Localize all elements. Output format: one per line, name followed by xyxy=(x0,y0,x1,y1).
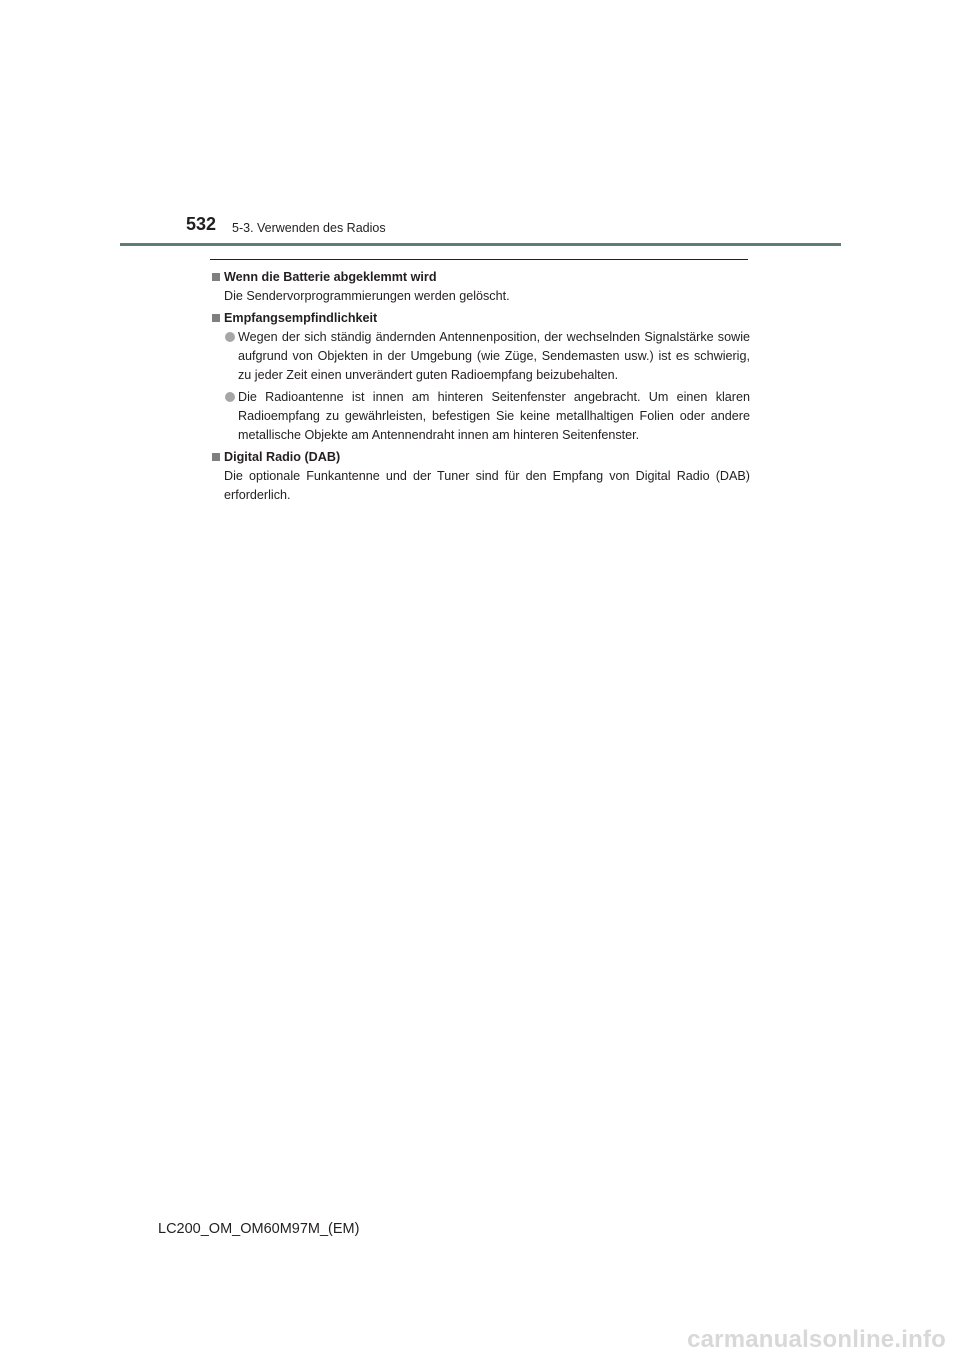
circle-bullet-icon xyxy=(225,392,235,402)
content-rule xyxy=(210,259,748,260)
header-rule xyxy=(120,243,841,246)
square-bullet-icon xyxy=(212,453,220,461)
heading-text: Digital Radio (DAB) xyxy=(224,450,341,464)
watermark: carmanualsonline.info xyxy=(687,1326,946,1353)
section-text: Die optionale Funkantenne und der Tuner sind für den Empfang von Digital Radio (DAB) erforderlich. xyxy=(224,469,750,502)
square-bullet-icon xyxy=(212,273,220,281)
bullet-text: Wegen der sich ständig ändernden Antennenposition, der wechselnden Signalstärke sowie aufgrund von Objekten in der Umgebung (wie Züge, Sendemasten usw.) ist es schwierig, zu jeder Zeit einen unverändert guten Radioempfang beizubehalten. xyxy=(238,330,750,382)
section-dab xyxy=(210,448,750,505)
bullet-text: Die Radioantenne ist innen am hinteren Seitenfenster angebracht. Um einen klaren Radioempfang zu gewährleisten, befestigen Sie keine metallhaltigen Folien oder andere metallische Objekte am Antennendraht innen am hinteren Seitenfenster. xyxy=(238,390,750,442)
bullet-item xyxy=(210,388,750,445)
section-title: 5-3. Verwenden des Radios xyxy=(232,221,386,235)
document-code: LC200_OM_OM60M97M_(EM) xyxy=(158,1221,360,1237)
content xyxy=(210,268,750,508)
circle-bullet-icon xyxy=(225,332,235,342)
bullet-item xyxy=(210,328,750,385)
heading-text: Wenn die Batterie abgeklemmt wird xyxy=(224,270,437,284)
section-battery xyxy=(210,268,750,306)
heading-text: Empfangsempfindlichkeit xyxy=(224,311,378,325)
page-number: 532 xyxy=(186,214,217,234)
section-heading xyxy=(210,309,750,328)
square-bullet-icon xyxy=(212,314,220,322)
section-heading xyxy=(210,448,750,467)
section-heading xyxy=(210,268,750,287)
section-reception xyxy=(210,309,750,445)
section-text: Die Sendervorprogrammierungen werden gelöscht. xyxy=(224,289,510,303)
